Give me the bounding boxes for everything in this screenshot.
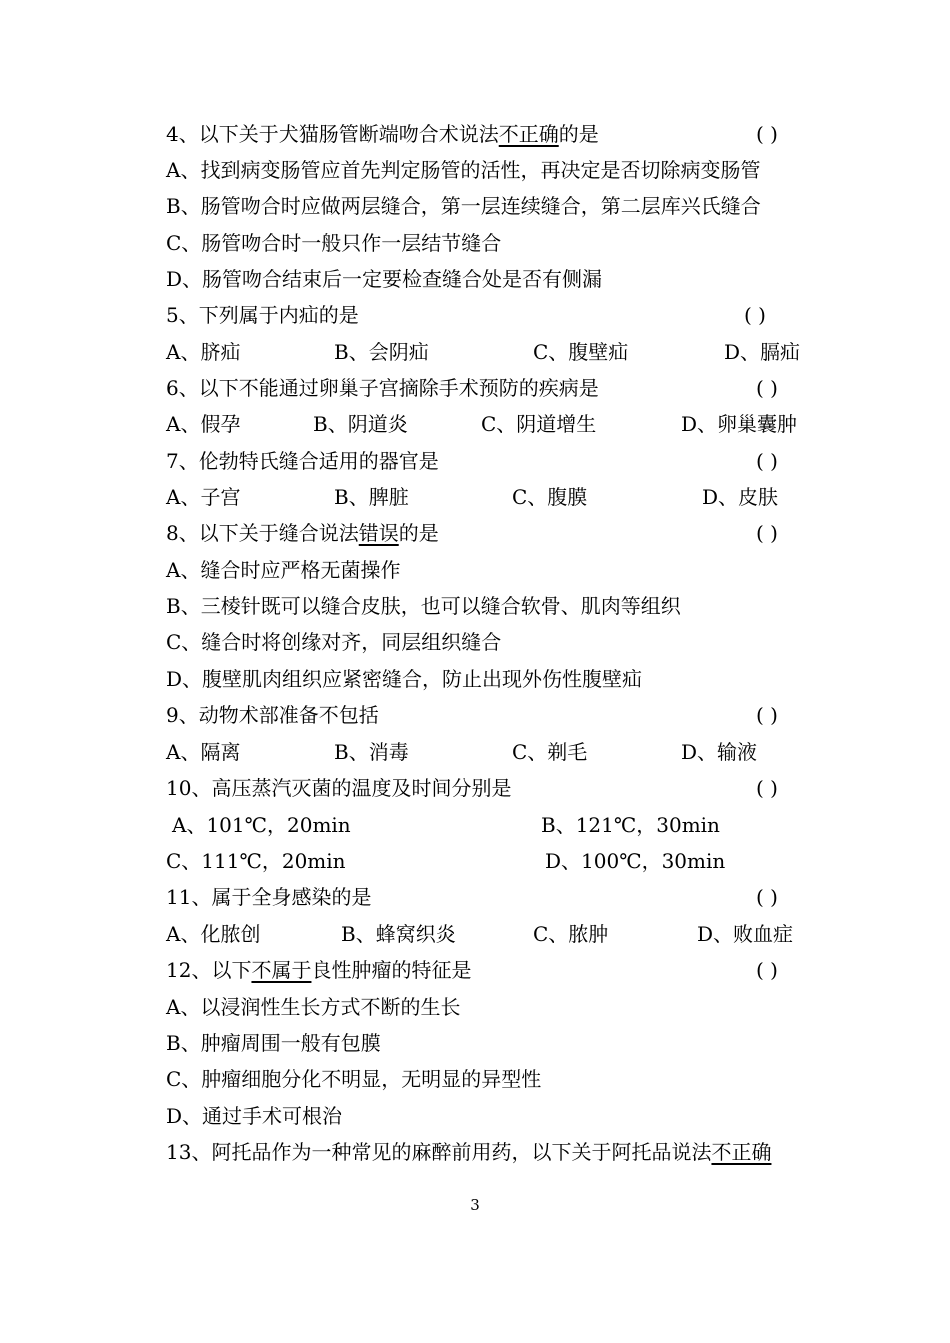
stem-text: 8、以下关于缝合说法 xyxy=(166,521,359,545)
option-c: C、111℃，20min xyxy=(166,849,346,873)
stem-text: 的是 xyxy=(558,122,599,146)
underlined-text: 不正确 xyxy=(711,1140,772,1164)
stem-text: 的是 xyxy=(398,521,439,545)
answer-parentheses: ( ) xyxy=(756,958,778,982)
stem-text: 12、以下 xyxy=(166,958,252,982)
option-d: D、膈疝 xyxy=(724,340,801,364)
question-4-stem xyxy=(166,116,826,152)
option-d: D、皮肤 xyxy=(702,485,779,509)
option-a: A、隔离 xyxy=(166,740,241,764)
question-6-stem: 6、以下不能通过卵巢子宫摘除手术预防的疾病是 xyxy=(166,376,599,400)
answer-parentheses: ( ) xyxy=(756,449,778,473)
question-11-stem: 11、属于全身感染的是 xyxy=(166,885,372,909)
option-d: D、输液 xyxy=(681,740,758,764)
page-number: 3 xyxy=(470,1196,480,1214)
option-b: B、蜂窝织炎 xyxy=(341,922,456,946)
option-c: C、肿瘤细胞分化不明显，无明显的异型性 xyxy=(166,1067,542,1091)
option-d: D、肠管吻合结束后一定要检查缝合处是否有侧漏 xyxy=(166,267,603,291)
question-13-stem xyxy=(166,1134,826,1170)
option-a: A、脐疝 xyxy=(166,340,241,364)
question-12-stem xyxy=(166,952,826,988)
option-c: C、肠管吻合时一般只作一层结节缝合 xyxy=(166,231,502,255)
answer-parentheses: ( ) xyxy=(756,703,778,727)
question-9-stem: 9、动物术部准备不包括 xyxy=(166,703,379,727)
option-c: C、阴道增生 xyxy=(481,412,597,436)
option-b: B、会阴疝 xyxy=(334,340,429,364)
option-d: D、通过手术可根治 xyxy=(166,1104,343,1128)
option-d: D、败血症 xyxy=(697,922,794,946)
stem-text: 4、以下关于犬猫肠管断端吻合术说法 xyxy=(166,122,499,146)
answer-parentheses: ( ) xyxy=(756,521,778,545)
option-a: A、找到病变肠管应首先判定肠管的活性，再决定是否切除病变肠管 xyxy=(166,158,761,182)
option-b: B、阴道炎 xyxy=(313,412,408,436)
option-b: B、肿瘤周围一般有包膜 xyxy=(166,1031,381,1055)
option-c: C、剃毛 xyxy=(512,740,588,764)
underlined-text: 错误 xyxy=(358,521,399,545)
option-c: C、脓肿 xyxy=(533,922,609,946)
answer-parentheses: ( ) xyxy=(756,776,778,800)
option-d: D、腹壁肌肉组织应紧密缝合，防止出现外伤性腹壁疝 xyxy=(166,667,643,691)
option-b: B、三棱针既可以缝合皮肤，也可以缝合软骨、肌肉等组织 xyxy=(166,594,681,618)
option-a: A、子宫 xyxy=(166,485,241,509)
option-a: A、假孕 xyxy=(166,412,241,436)
option-a: A、缝合时应严格无菌操作 xyxy=(166,558,401,582)
option-b: B、脾脏 xyxy=(334,485,409,509)
option-d: D、卵巢囊肿 xyxy=(681,412,798,436)
option-c: C、腹膜 xyxy=(512,485,588,509)
option-d: D、100℃，30min xyxy=(545,849,726,873)
option-a: A、101℃，20min xyxy=(172,813,351,837)
stem-text: 良性肿瘤的特征是 xyxy=(311,958,472,982)
option-b: B、肠管吻合时应做两层缝合，第一层连续缝合，第二层库兴氏缝合 xyxy=(166,194,761,218)
question-8-stem xyxy=(166,515,826,551)
option-a: A、化脓创 xyxy=(166,922,261,946)
question-10-stem: 10、高压蒸汽灭菌的温度及时间分别是 xyxy=(166,776,512,800)
option-c: C、缝合时将创缘对齐，同层组织缝合 xyxy=(166,630,502,654)
question-5-stem: 5、下列属于内疝的是 xyxy=(166,303,359,327)
answer-parentheses: ( ) xyxy=(744,303,766,327)
underlined-text: 不正确 xyxy=(498,122,559,146)
stem-text: 13、阿托品作为一种常见的麻醉前用药，以下关于阿托品说法 xyxy=(166,1140,712,1164)
option-b: B、消毒 xyxy=(334,740,409,764)
underlined-text: 不属于 xyxy=(251,958,312,982)
answer-parentheses: ( ) xyxy=(756,885,778,909)
option-a: A、以浸润性生长方式不断的生长 xyxy=(166,995,461,1019)
answer-parentheses: ( ) xyxy=(756,122,778,146)
question-7-stem: 7、伦勃特氏缝合适用的器官是 xyxy=(166,449,439,473)
option-c: C、腹壁疝 xyxy=(533,340,629,364)
option-b: B、121℃，30min xyxy=(541,813,720,837)
answer-parentheses: ( ) xyxy=(756,376,778,400)
